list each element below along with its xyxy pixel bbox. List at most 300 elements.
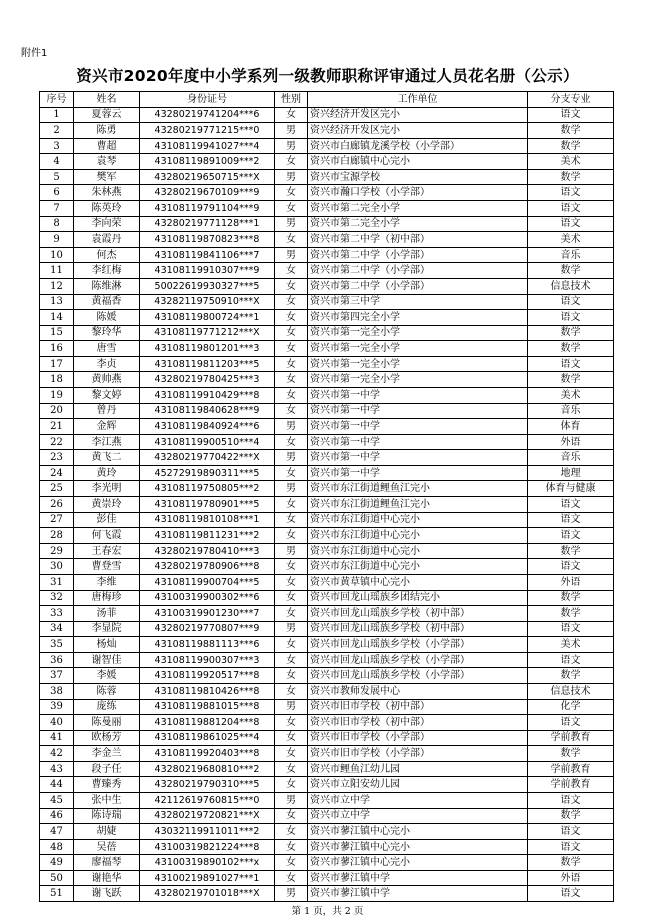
teacher-name-cell: 张中生 <box>74 793 140 809</box>
table-row <box>40 107 614 123</box>
workplace-cell: 资兴市回龙山瑶族乡学校（小学部） <box>308 652 528 668</box>
subject-cell: 语文 <box>528 715 614 731</box>
table-row <box>40 777 614 793</box>
subject-cell: 美术 <box>528 232 614 248</box>
workplace-cell: 资兴市第一完全小学 <box>308 356 528 372</box>
workplace-cell: 资兴市立中学 <box>308 808 528 824</box>
table-row <box>40 637 614 653</box>
column-header-id-number: 身份证号 <box>140 92 275 108</box>
id-number-cell: 43108119840924***6 <box>140 419 275 435</box>
workplace-cell: 资兴市旧市学校（小学部） <box>308 746 528 762</box>
row-index-cell: 18 <box>40 372 74 388</box>
table-header-row <box>40 92 614 108</box>
table-row <box>40 232 614 248</box>
gender-cell: 男 <box>275 123 308 139</box>
subject-cell: 语文 <box>528 839 614 855</box>
subject-cell: 外语 <box>528 574 614 590</box>
id-number-cell: 43280219771128***1 <box>140 216 275 232</box>
id-number-cell: 43280219771215***0 <box>140 123 275 139</box>
teacher-name-cell: 何飞霞 <box>74 528 140 544</box>
row-index-cell: 47 <box>40 824 74 840</box>
teacher-name-cell: 李显院 <box>74 621 140 637</box>
row-index-cell: 35 <box>40 637 74 653</box>
workplace-cell: 资兴市第一中学 <box>308 434 528 450</box>
row-index-cell: 42 <box>40 746 74 762</box>
id-number-cell: 43280219680810***2 <box>140 761 275 777</box>
workplace-cell: 资兴市第一完全小学 <box>308 341 528 357</box>
table-row <box>40 606 614 622</box>
subject-cell: 学前教育 <box>528 777 614 793</box>
subject-cell: 数学 <box>528 855 614 871</box>
table-row <box>40 761 614 777</box>
row-index-cell: 14 <box>40 310 74 326</box>
row-index-cell: 22 <box>40 434 74 450</box>
teacher-name-cell: 李金兰 <box>74 746 140 762</box>
row-index-cell: 19 <box>40 387 74 403</box>
workplace-cell: 资兴市宝源学校 <box>308 169 528 185</box>
id-number-cell: 43108119920403***8 <box>140 746 275 762</box>
row-index-cell: 5 <box>40 169 74 185</box>
row-index-cell: 29 <box>40 543 74 559</box>
teacher-name-cell: 李江燕 <box>74 434 140 450</box>
row-index-cell: 50 <box>40 870 74 886</box>
id-number-cell: 43108119840628***9 <box>140 403 275 419</box>
teacher-name-cell: 黄飞二 <box>74 450 140 466</box>
table-row <box>40 730 614 746</box>
page-title: 资兴市2020年度中小学系列一级教师职称评审通过人员花名册（公示） <box>76 67 579 85</box>
workplace-cell: 资兴市东江街道中心完小 <box>308 543 528 559</box>
teacher-name-cell: 陈媛 <box>74 310 140 326</box>
teacher-name-cell: 袁霞丹 <box>74 232 140 248</box>
workplace-cell: 资兴市白廊镇龙溪学校（小学部） <box>308 138 528 154</box>
row-index-cell: 6 <box>40 185 74 201</box>
gender-cell: 女 <box>275 372 308 388</box>
id-number-cell: 43108119870823***8 <box>140 232 275 248</box>
teacher-name-cell: 吴蓓 <box>74 839 140 855</box>
id-number-cell: 45272919890311***5 <box>140 465 275 481</box>
workplace-cell: 资兴市第一完全小学 <box>308 372 528 388</box>
workplace-cell: 资兴市回龙山瑶族乡团结完小 <box>308 590 528 606</box>
gender-cell: 女 <box>275 824 308 840</box>
workplace-cell: 资兴市立中学 <box>308 793 528 809</box>
workplace-cell: 资兴市东江街道鲤鱼江完小 <box>308 497 528 513</box>
teacher-name-cell: 黄福香 <box>74 294 140 310</box>
table-row <box>40 886 614 902</box>
gender-cell: 女 <box>275 808 308 824</box>
row-index-cell: 45 <box>40 793 74 809</box>
gender-cell: 男 <box>275 138 308 154</box>
gender-cell: 女 <box>275 761 308 777</box>
gender-cell: 女 <box>275 107 308 123</box>
id-number-cell: 43108119900510***4 <box>140 434 275 450</box>
teacher-name-cell: 夏蓉云 <box>74 107 140 123</box>
id-number-cell: 43032119911011***2 <box>140 824 275 840</box>
table-row <box>40 201 614 217</box>
gender-cell: 女 <box>275 637 308 653</box>
workplace-cell: 资兴市白廊镇中心完小 <box>308 154 528 170</box>
gender-cell: 男 <box>275 699 308 715</box>
gender-cell: 女 <box>275 232 308 248</box>
subject-cell: 数学 <box>528 263 614 279</box>
teacher-name-cell: 李红梅 <box>74 263 140 279</box>
teacher-name-cell: 汤菲 <box>74 606 140 622</box>
table-row <box>40 310 614 326</box>
subject-cell: 数学 <box>528 606 614 622</box>
subject-cell: 语文 <box>528 824 614 840</box>
subject-cell: 美术 <box>528 387 614 403</box>
id-number-cell: 43280219780410***3 <box>140 543 275 559</box>
id-number-cell: 43108119900307***3 <box>140 652 275 668</box>
row-index-cell: 8 <box>40 216 74 232</box>
subject-cell: 语文 <box>528 216 614 232</box>
table-row <box>40 123 614 139</box>
table-row <box>40 683 614 699</box>
id-number-cell: 43108119900704***5 <box>140 574 275 590</box>
teacher-name-cell: 欧杨芳 <box>74 730 140 746</box>
row-index-cell: 23 <box>40 450 74 466</box>
id-number-cell: 43108119791104***9 <box>140 201 275 217</box>
teacher-name-cell: 曹登雪 <box>74 559 140 575</box>
id-number-cell: 43280219741204***6 <box>140 107 275 123</box>
id-number-cell: 43280219770807***9 <box>140 621 275 637</box>
teacher-name-cell: 黎玲华 <box>74 325 140 341</box>
table-row <box>40 169 614 185</box>
teacher-name-cell: 李贞 <box>74 356 140 372</box>
teacher-name-cell: 朱林燕 <box>74 185 140 201</box>
subject-cell: 数学 <box>528 746 614 762</box>
subject-cell: 数学 <box>528 325 614 341</box>
teacher-name-cell: 段子任 <box>74 761 140 777</box>
gender-cell: 男 <box>275 247 308 263</box>
subject-cell: 体育与健康 <box>528 481 614 497</box>
subject-cell: 学前教育 <box>528 730 614 746</box>
table-row <box>40 543 614 559</box>
id-number-cell: 43108119881204***8 <box>140 715 275 731</box>
subject-cell: 语文 <box>528 886 614 902</box>
teacher-name-cell: 李媛 <box>74 668 140 684</box>
workplace-cell: 资兴市第二完全小学 <box>308 201 528 217</box>
id-number-cell: 43280219670109***9 <box>140 185 275 201</box>
row-index-cell: 21 <box>40 419 74 435</box>
roster-table <box>39 91 614 902</box>
subject-cell: 数学 <box>528 138 614 154</box>
table-row <box>40 839 614 855</box>
row-index-cell: 46 <box>40 808 74 824</box>
gender-cell: 女 <box>275 434 308 450</box>
gender-cell: 女 <box>275 387 308 403</box>
column-header-workplace: 工作单位 <box>308 92 528 108</box>
workplace-cell: 资兴市第四完全小学 <box>308 310 528 326</box>
workplace-cell: 资兴市第一完全小学 <box>308 325 528 341</box>
row-index-cell: 44 <box>40 777 74 793</box>
subject-cell: 语文 <box>528 497 614 513</box>
row-index-cell: 15 <box>40 325 74 341</box>
page-footer: 第 1 页，共 2 页 <box>291 906 364 917</box>
subject-cell: 音乐 <box>528 403 614 419</box>
workplace-cell: 资兴市黄草镇中心完小 <box>308 574 528 590</box>
column-header-gender: 性别 <box>275 92 308 108</box>
id-number-cell: 43280219790310***5 <box>140 777 275 793</box>
id-number-cell: 43280219780425***3 <box>140 372 275 388</box>
workplace-cell: 资兴市东江街道中心完小 <box>308 559 528 575</box>
teacher-name-cell: 曹超 <box>74 138 140 154</box>
id-number-cell: 43280219780906***8 <box>140 559 275 575</box>
teacher-name-cell: 庞练 <box>74 699 140 715</box>
teacher-name-cell: 黄玲 <box>74 465 140 481</box>
table-row <box>40 824 614 840</box>
subject-cell: 语文 <box>528 294 614 310</box>
row-index-cell: 30 <box>40 559 74 575</box>
row-index-cell: 4 <box>40 154 74 170</box>
workplace-cell: 资兴经济开发区完小 <box>308 123 528 139</box>
gender-cell: 女 <box>275 652 308 668</box>
workplace-cell: 资兴市教师发展中心 <box>308 683 528 699</box>
table-row <box>40 341 614 357</box>
subject-cell: 语文 <box>528 528 614 544</box>
workplace-cell: 资兴市东江街道鲤鱼江完小 <box>308 481 528 497</box>
gender-cell: 女 <box>275 278 308 294</box>
gender-cell: 女 <box>275 154 308 170</box>
table-row <box>40 450 614 466</box>
row-index-cell: 49 <box>40 855 74 871</box>
table-row <box>40 403 614 419</box>
workplace-cell: 资兴市第二中学（小学部） <box>308 247 528 263</box>
id-number-cell: 43108119750805***2 <box>140 481 275 497</box>
subject-cell: 音乐 <box>528 450 614 466</box>
subject-cell: 外语 <box>528 870 614 886</box>
id-number-cell: 43108119810108***1 <box>140 512 275 528</box>
row-index-cell: 37 <box>40 668 74 684</box>
teacher-name-cell: 陈诗瑞 <box>74 808 140 824</box>
workplace-cell: 资兴市回龙山瑶族乡学校（小学部） <box>308 637 528 653</box>
workplace-cell: 资兴市立阳安幼儿园 <box>308 777 528 793</box>
id-number-cell: 43108119941027***4 <box>140 138 275 154</box>
subject-cell: 体育 <box>528 419 614 435</box>
gender-cell: 女 <box>275 559 308 575</box>
table-row <box>40 278 614 294</box>
gender-cell: 女 <box>275 528 308 544</box>
workplace-cell: 资兴市蓼江镇中学 <box>308 886 528 902</box>
gender-cell: 女 <box>275 263 308 279</box>
table-row <box>40 574 614 590</box>
row-index-cell: 38 <box>40 683 74 699</box>
gender-cell: 女 <box>275 574 308 590</box>
workplace-cell: 资兴市第二中学（初中部） <box>308 232 528 248</box>
gender-cell: 女 <box>275 185 308 201</box>
subject-cell: 语文 <box>528 185 614 201</box>
workplace-cell: 资兴市第一中学 <box>308 387 528 403</box>
gender-cell: 男 <box>275 793 308 809</box>
id-number-cell: 43108119910307***9 <box>140 263 275 279</box>
workplace-cell: 资兴市蓼江镇中心完小 <box>308 839 528 855</box>
id-number-cell: 43108119771212***X <box>140 325 275 341</box>
teacher-name-cell: 陈蓉 <box>74 683 140 699</box>
table-row <box>40 590 614 606</box>
gender-cell: 男 <box>275 450 308 466</box>
table-row <box>40 372 614 388</box>
id-number-cell: 43280219701018***X <box>140 886 275 902</box>
id-number-cell: 43100319821224***8 <box>140 839 275 855</box>
table-row <box>40 356 614 372</box>
gender-cell: 女 <box>275 777 308 793</box>
column-header-subject: 分支专业 <box>528 92 614 108</box>
id-number-cell: 43100319890102***x <box>140 855 275 871</box>
row-index-cell: 1 <box>40 107 74 123</box>
workplace-cell: 资兴市旧市学校（初中部） <box>308 699 528 715</box>
subject-cell: 语文 <box>528 310 614 326</box>
row-index-cell: 39 <box>40 699 74 715</box>
workplace-cell: 资兴市第二完全小学 <box>308 216 528 232</box>
workplace-cell: 资兴市旧市学校（小学部） <box>308 730 528 746</box>
row-index-cell: 40 <box>40 715 74 731</box>
row-index-cell: 43 <box>40 761 74 777</box>
id-number-cell: 43108119881015***8 <box>140 699 275 715</box>
table-row <box>40 652 614 668</box>
gender-cell: 女 <box>275 870 308 886</box>
table-row <box>40 294 614 310</box>
row-index-cell: 24 <box>40 465 74 481</box>
row-index-cell: 31 <box>40 574 74 590</box>
row-index-cell: 11 <box>40 263 74 279</box>
teacher-name-cell: 廖福琴 <box>74 855 140 871</box>
teacher-name-cell: 王春宏 <box>74 543 140 559</box>
gender-cell: 女 <box>275 730 308 746</box>
gender-cell: 男 <box>275 543 308 559</box>
id-number-cell: 42112619760815***0 <box>140 793 275 809</box>
row-index-cell: 26 <box>40 497 74 513</box>
table-row <box>40 387 614 403</box>
workplace-cell: 资兴市第二中学（小学部） <box>308 263 528 279</box>
table-row <box>40 481 614 497</box>
row-index-cell: 9 <box>40 232 74 248</box>
row-index-cell: 17 <box>40 356 74 372</box>
id-number-cell: 43108119841106***7 <box>140 247 275 263</box>
subject-cell: 数学 <box>528 169 614 185</box>
table-row <box>40 138 614 154</box>
gender-cell: 女 <box>275 512 308 528</box>
id-number-cell: 43108119811231***2 <box>140 528 275 544</box>
row-index-cell: 51 <box>40 886 74 902</box>
gender-cell: 女 <box>275 201 308 217</box>
subject-cell: 语文 <box>528 621 614 637</box>
workplace-cell: 资兴市第二中学（小学部） <box>308 278 528 294</box>
workplace-cell: 资兴市第一中学 <box>308 403 528 419</box>
subject-cell: 学前教育 <box>528 761 614 777</box>
table-row <box>40 434 614 450</box>
workplace-cell: 资兴市第一中学 <box>308 450 528 466</box>
table-row <box>40 699 614 715</box>
gender-cell: 女 <box>275 683 308 699</box>
table-row <box>40 185 614 201</box>
workplace-cell: 资兴市第一中学 <box>308 419 528 435</box>
teacher-name-cell: 谢艳华 <box>74 870 140 886</box>
teacher-name-cell: 胡婕 <box>74 824 140 840</box>
teacher-name-cell: 曾丹 <box>74 403 140 419</box>
teacher-name-cell: 李向荣 <box>74 216 140 232</box>
subject-cell: 数学 <box>528 123 614 139</box>
table-row <box>40 870 614 886</box>
teacher-name-cell: 金辉 <box>74 419 140 435</box>
row-index-cell: 13 <box>40 294 74 310</box>
id-number-cell: 43282119750910***X <box>140 294 275 310</box>
workplace-cell: 资兴市回龙山瑶族乡学校（小学部） <box>308 668 528 684</box>
workplace-cell: 资兴市鲤鱼江幼儿园 <box>308 761 528 777</box>
teacher-name-cell: 黎文婷 <box>74 387 140 403</box>
workplace-cell: 资兴经济开发区完小 <box>308 107 528 123</box>
column-header-name: 姓名 <box>74 92 140 108</box>
attachment-label: 附件1 <box>21 48 48 59</box>
subject-cell: 数学 <box>528 808 614 824</box>
row-index-cell: 20 <box>40 403 74 419</box>
subject-cell: 信息技术 <box>528 683 614 699</box>
table-row <box>40 216 614 232</box>
id-number-cell: 43108119920517***8 <box>140 668 275 684</box>
subject-cell: 语文 <box>528 559 614 575</box>
row-index-cell: 16 <box>40 341 74 357</box>
row-index-cell: 25 <box>40 481 74 497</box>
table-row <box>40 154 614 170</box>
subject-cell: 音乐 <box>528 247 614 263</box>
workplace-cell: 资兴市第三中学 <box>308 294 528 310</box>
teacher-name-cell: 唐梅珍 <box>74 590 140 606</box>
subject-cell: 语文 <box>528 356 614 372</box>
table-row <box>40 808 614 824</box>
teacher-name-cell: 李维 <box>74 574 140 590</box>
workplace-cell: 资兴市蓼江镇中学 <box>308 870 528 886</box>
workplace-cell: 资兴市东江街道中心完小 <box>308 528 528 544</box>
teacher-name-cell: 谢智佳 <box>74 652 140 668</box>
gender-cell: 男 <box>275 216 308 232</box>
row-index-cell: 27 <box>40 512 74 528</box>
subject-cell: 语文 <box>528 107 614 123</box>
gender-cell: 女 <box>275 497 308 513</box>
gender-cell: 女 <box>275 310 308 326</box>
teacher-name-cell: 袁琴 <box>74 154 140 170</box>
gender-cell: 女 <box>275 855 308 871</box>
teacher-name-cell: 李光明 <box>74 481 140 497</box>
row-index-cell: 32 <box>40 590 74 606</box>
subject-cell: 语文 <box>528 652 614 668</box>
id-number-cell: 43108119891009***2 <box>140 154 275 170</box>
teacher-name-cell: 陈英玲 <box>74 201 140 217</box>
row-index-cell: 3 <box>40 138 74 154</box>
row-index-cell: 28 <box>40 528 74 544</box>
gender-cell: 男 <box>275 621 308 637</box>
gender-cell: 男 <box>275 886 308 902</box>
workplace-cell: 资兴市回龙山瑶族乡学校（初中部） <box>308 621 528 637</box>
teacher-name-cell: 陈维淋 <box>74 278 140 294</box>
id-number-cell: 43108119801201***3 <box>140 341 275 357</box>
workplace-cell: 资兴市旧市学校（初中部） <box>308 715 528 731</box>
id-number-cell: 43108119811203***5 <box>140 356 275 372</box>
subject-cell: 语文 <box>528 793 614 809</box>
gender-cell: 女 <box>275 341 308 357</box>
table-row <box>40 419 614 435</box>
subject-cell: 美术 <box>528 637 614 653</box>
table-row <box>40 528 614 544</box>
row-index-cell: 2 <box>40 123 74 139</box>
table-row <box>40 325 614 341</box>
teacher-name-cell: 谢飞跃 <box>74 886 140 902</box>
workplace-cell: 资兴市回龙山瑶族乡学校（初中部） <box>308 606 528 622</box>
table-row <box>40 668 614 684</box>
row-index-cell: 7 <box>40 201 74 217</box>
row-index-cell: 33 <box>40 606 74 622</box>
teacher-name-cell: 杨灿 <box>74 637 140 653</box>
workplace-cell: 资兴市第一中学 <box>308 465 528 481</box>
id-number-cell: 43108119810426***8 <box>140 683 275 699</box>
id-number-cell: 43108119881113***6 <box>140 637 275 653</box>
